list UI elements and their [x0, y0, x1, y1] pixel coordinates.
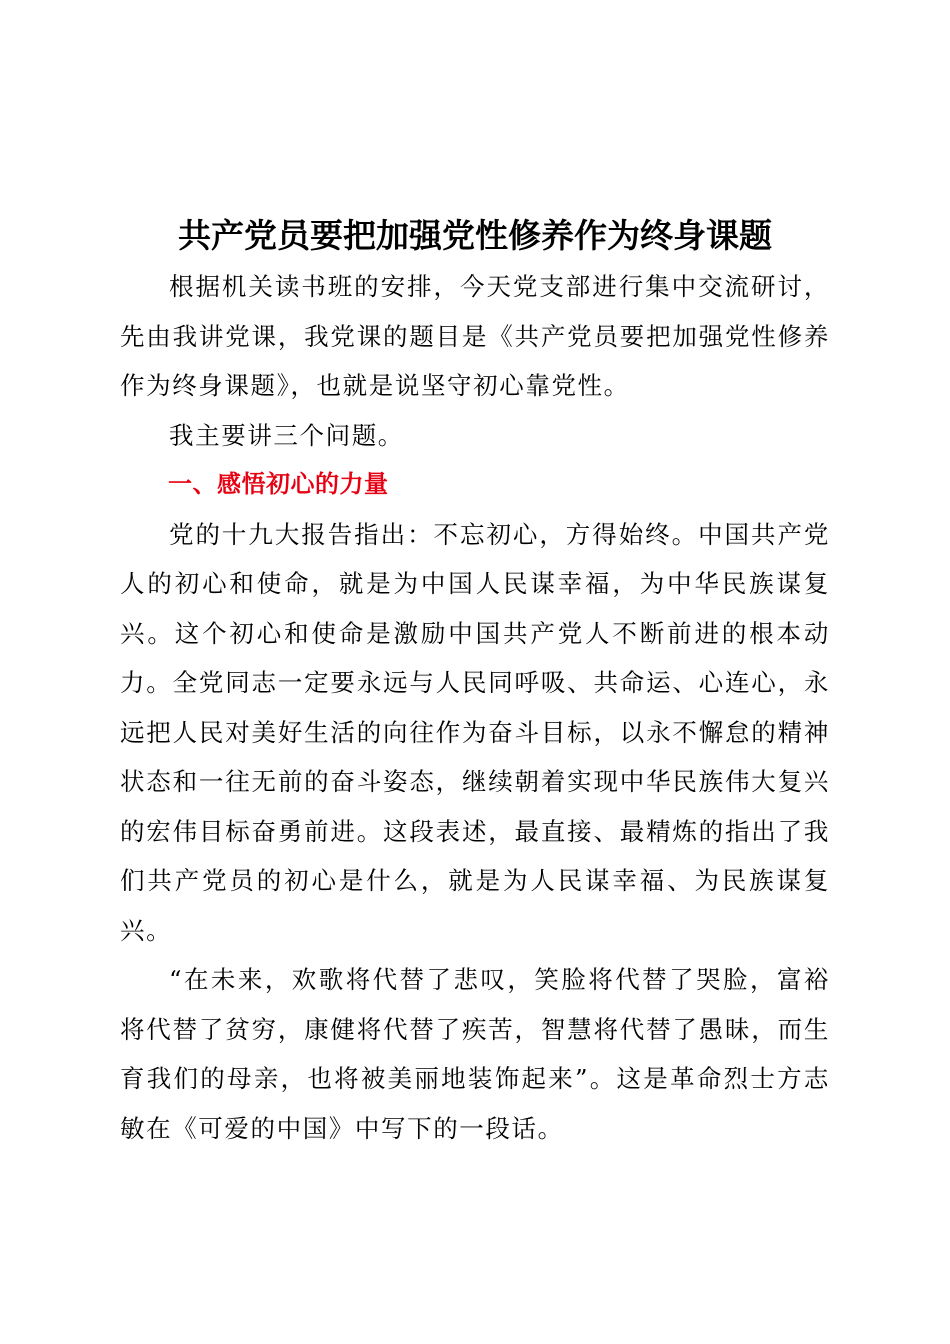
intro-paragraph: 根据机关读书班的安排，今天党支部进行集中交流研讨，先由我讲党课，我党课的题目是《共产党员要把加强党性修养作为终身课题》，也就是说坚守初心靠党性。 [120, 272, 830, 400]
quote-paragraph: “在未来，欢歌将代替了悲叹，笑脸将代替了哭脸，富裕将代替了贫穷，康健将代替了疾苦，智慧将代替了愚昧，而生育我们的母亲，也将被美丽地装饰起来”。这是革命烈士方志敏在《可爱的中国》中写下的一段话。 [120, 965, 830, 1143]
document-body [120, 262, 830, 1153]
body-paragraph: 党的十九大报告指出：不忘初心，方得始终。中国共产党人的初心和使命，就是为中国人民谋幸福，为中华民族谋复兴。这个初心和使命是激励中国共产党人不断前进的根本动力。全党同志一定要永远与人民同呼吸、共命运、心连心，永远把人民对美好生活的向往作为奋斗目标，以永不懈怠的精神状态和一往无前的奋斗姿态，继续朝着实现中华民族伟大复兴的宏伟目标奋勇前进。这段表述，最直接、最精炼的指出了我们共产党员的初心是什么，就是为人民谋幸福、为民族谋复兴。 [120, 519, 830, 945]
outline-paragraph: 我主要讲三个问题。 [169, 420, 404, 450]
document-title: 共产党员要把加强党性修养作为终身课题 [178, 216, 772, 255]
section-heading: 一、感悟初心的力量 [168, 470, 389, 498]
